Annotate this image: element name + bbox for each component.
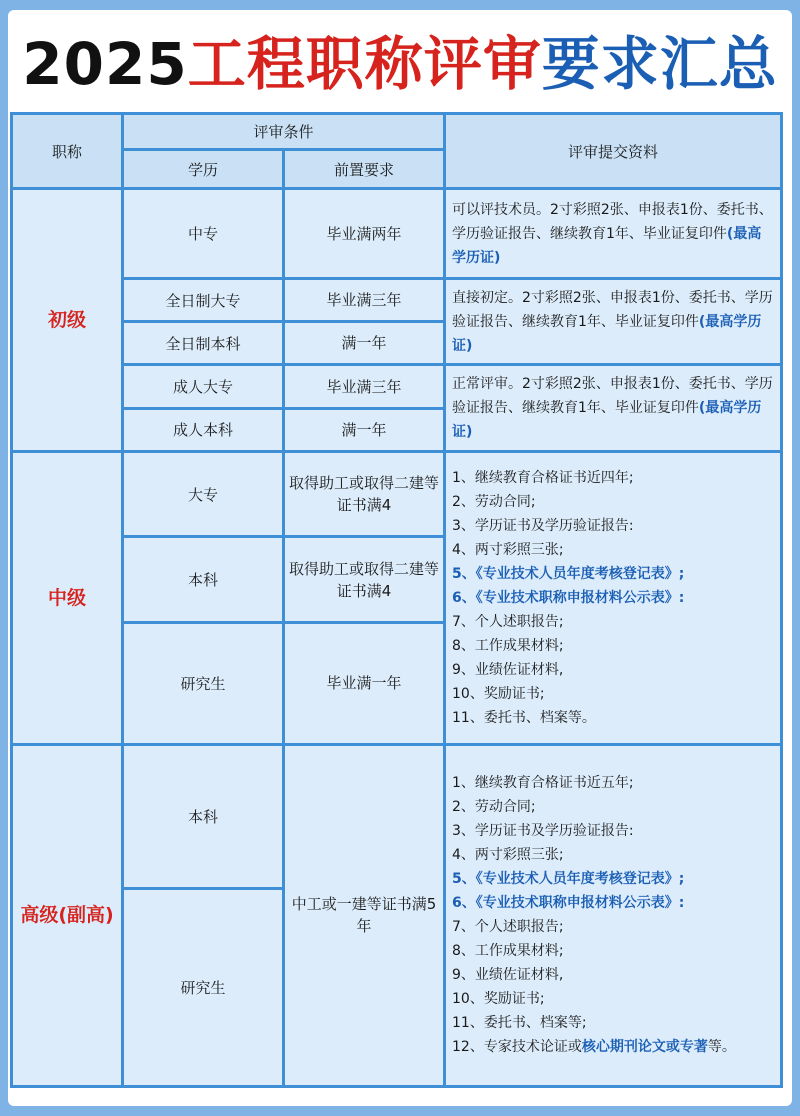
list-item: 6、《专业技术职称申报材料公示表》: [452,895,685,912]
materials-cell [446,190,780,277]
list-item: 6、《专业技术职称申报材料公示表》: [452,589,685,606]
materials-highlight: (最高学历证) [452,225,762,266]
prerequisite-cell: 中工或一建等证书满5年 [285,746,443,1085]
list-item: 2、劳动合同; [452,493,536,510]
list-item: 5、《专业技术人员年度考核登记表》; [452,871,685,888]
title-year: 2025 [22,30,188,98]
list-item: 3、学历证书及学历验证报告: [452,823,634,840]
education-cell: 全日制本科 [124,323,282,363]
level-senior: 高级(副高) [13,746,121,1085]
prerequisite-cell: 毕业满一年 [285,624,443,743]
list-item: 4、两寸彩照三张; [452,847,564,864]
list-item: 1、继续教育合格证书近四年; [452,469,634,486]
page-title [0,24,800,104]
list-item: 11、委托书、档案等。 [452,709,596,726]
materials-list [446,453,780,743]
prerequisite-cell: 毕业满三年 [285,366,443,406]
list-item: 7、个人述职报告; [452,919,564,936]
prerequisite-cell: 取得助工或取得二建等证书满4 [285,453,443,536]
materials-list [446,746,780,1085]
education-cell: 成人本科 [124,410,282,450]
list-item: 3、学历证书及学历验证报告: [452,517,634,534]
materials-cell [446,280,780,364]
education-cell: 全日制大专 [124,280,282,320]
education-cell: 成人大专 [124,366,282,406]
list-item: 8、工作成果材料; [452,637,564,654]
list-item: 9、业绩佐证材料, [452,967,564,984]
list-item [452,1035,774,1059]
title-blue-part: 要求汇总 [541,30,778,98]
list-item: 10、奖励证书; [452,685,545,702]
level-intermediate: 中级 [13,453,121,743]
list-item: 1、继续教育合格证书近五年; [452,775,634,792]
prerequisite-cell: 取得助工或取得二建等证书满4 [285,538,443,621]
materials-text: 正常评审。2寸彩照2张、申报表1份、委托书、学历验证报告、继续教育1年、毕业证复印件 [452,376,773,417]
prerequisite-cell: 满一年 [285,323,443,363]
education-cell: 大专 [124,453,282,536]
list-item: 10、奖励证书; [452,991,545,1008]
header-title-col: 职称 [13,115,121,187]
list-item: 4、两寸彩照三张; [452,541,564,558]
education-cell: 研究生 [124,890,282,1085]
materials-text: 可以评技术员。2寸彩照2张、申报表1份、委托书、学历验证报告、继续教育1年、毕业证复印件 [452,201,773,242]
list-item-suffix: 等。 [707,1039,736,1056]
prerequisite-cell: 满一年 [285,410,443,450]
header-education: 学历 [124,151,282,187]
header-materials: 评审提交资料 [446,115,780,187]
header-conditions: 评审条件 [124,115,443,148]
level-junior: 初级 [13,190,121,450]
education-cell: 中专 [124,190,282,277]
materials-cell [446,366,780,450]
header-prerequisite: 前置要求 [285,151,443,187]
education-cell: 本科 [124,746,282,887]
title-red-part: 工程职称评审 [187,30,542,98]
materials-text: 直接初定。2寸彩照2张、申报表1份、委托书、学历验证报告、继续教育1年、毕业证复印件 [452,289,773,330]
list-item: 7、个人述职报告; [452,613,564,630]
list-item: 11、委托书、档案等; [452,1015,587,1032]
requirements-table [10,112,783,1088]
list-item: 8、工作成果材料; [452,943,564,960]
list-item: 5、《专业技术人员年度考核登记表》; [452,565,685,582]
list-item-prefix: 12、专家技术论证或 [452,1039,582,1056]
prerequisite-cell: 毕业满两年 [285,190,443,277]
materials-highlight: (最高学历证) [452,313,762,354]
education-cell: 本科 [124,538,282,621]
list-item-highlight: 核心期刊论文或专著 [581,1039,708,1056]
materials-highlight: (最高学历证) [452,400,762,441]
list-item: 9、业绩佐证材料, [452,661,564,678]
list-item: 2、劳动合同; [452,799,536,816]
prerequisite-cell: 毕业满三年 [285,280,443,320]
education-cell: 研究生 [124,624,282,743]
